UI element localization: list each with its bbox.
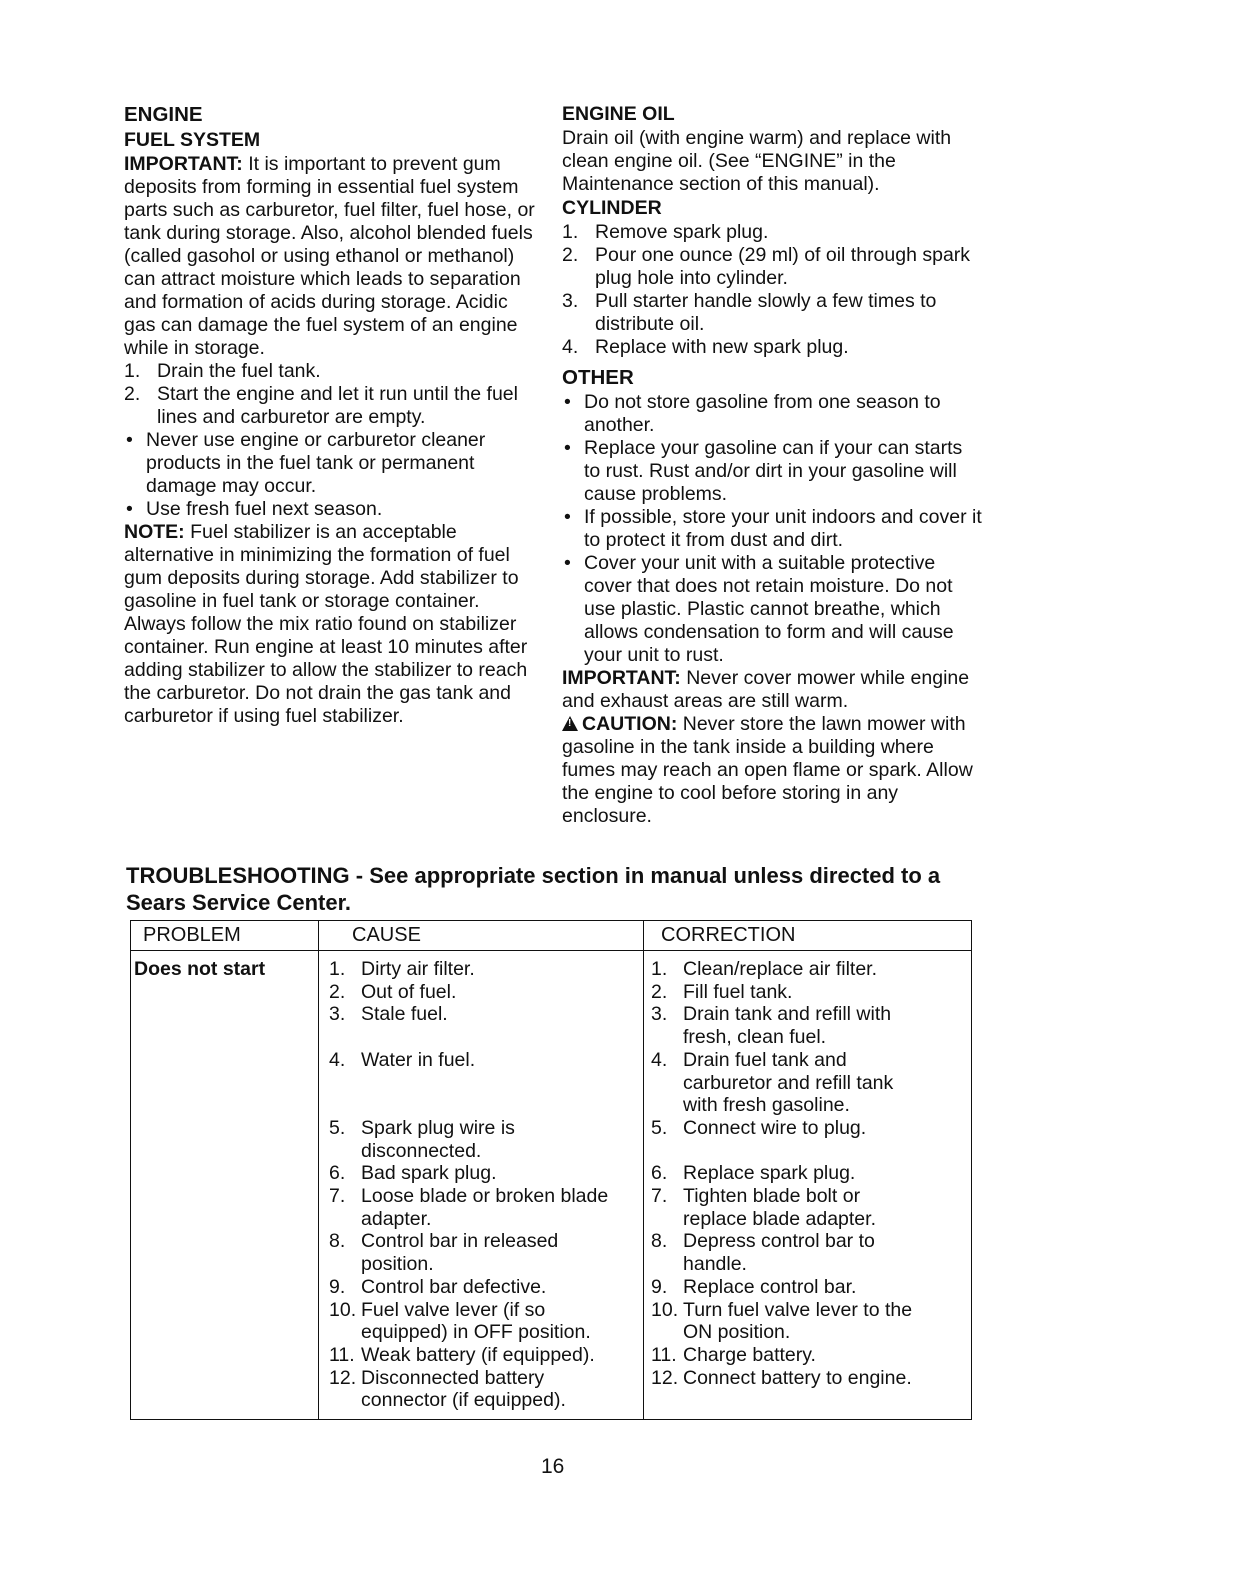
table-row: 7. Loose blade or broken blade adapter. (329, 1185, 609, 1230)
header-divider (131, 950, 971, 951)
table-row: 1. Dirty air filter. (329, 958, 475, 980)
table-row: 4. Drain fuel tank and carburetor and refill tank with fresh gasoline. (651, 1048, 894, 1117)
caution-text: Never store the lawn mower with gasoline in the tank inside a building where fumes may reach an open flame or spark. Allow the engine to cool before storing in any enclosure. (562, 713, 973, 827)
list-item: 3. Pull starter handle slowly a few times to distribute oil. (562, 290, 937, 335)
table-row: 2. Fill fuel tank. (651, 980, 793, 1003)
table-row: 9. Control bar defective. (329, 1275, 547, 1298)
table-row: 2. Out of fuel. (329, 980, 457, 1003)
header-cause: CAUSE (352, 924, 421, 946)
table-row: 3. Stale fuel. (329, 1003, 448, 1026)
table-row: 11. Charge battery. (651, 1343, 816, 1366)
list-item: • Never use engine or carburetor cleaner products in the fuel tank or permanent damage may occur. (126, 429, 486, 497)
engine-oil-text: Drain oil (with engine warm) and replace with clean engine oil. (See “ENGINE” in the Maintenance section of this manual). (562, 127, 952, 195)
table-row: 7. Tighten blade bolt or replace blade adapter. (651, 1185, 876, 1230)
bullet-icon: • (564, 506, 571, 528)
note-text: Fuel stabilizer is an acceptable alternative in minimizing the formation of fuel gum deposits during storage. Add stabilizer to gasoline in fuel tank or storage container. Always follow the mix ratio found on stabilizer container. Run engine at least 10 minutes after adding stabilizer to allow the stabilizer to reach the carburetor. Do not drain the gas tank and carburetor if using fuel stabilizer. (124, 521, 528, 727)
table-row: 10. Fuel valve lever (if so equipped) in OFF position. (329, 1298, 591, 1344)
table-row: 4. Water in fuel. (329, 1048, 476, 1071)
important-label: IMPORTANT: (562, 667, 681, 689)
table-row: 10. Turn fuel valve lever to the ON position. (651, 1298, 913, 1344)
table-row: 12. Connect battery to engine. (651, 1366, 912, 1389)
list-item: 4. Replace with new spark plug. (562, 336, 849, 358)
table-row: 3. Drain tank and refill with fresh, clean fuel. (651, 1003, 892, 1049)
important-label: IMPORTANT: (124, 153, 243, 175)
table-row: 5. Connect wire to plug. (651, 1116, 867, 1139)
bullet-icon: • (564, 437, 571, 459)
bullet-icon: • (126, 429, 133, 451)
correction-column (651, 958, 961, 1389)
bullet-icon: • (564, 391, 571, 413)
warning-triangle-icon (562, 716, 578, 731)
column-divider (643, 921, 644, 1419)
header-problem: PROBLEM (143, 924, 241, 946)
table-row: 8. Control bar in released position. (329, 1230, 559, 1276)
caution-paragraph (562, 713, 982, 828)
list-item: • Use fresh fuel next season. (126, 498, 383, 520)
other-heading: OTHER (562, 366, 634, 389)
bullet-icon: • (564, 552, 571, 574)
list-item: • Replace your gasoline can if your can starts to rust. Rust and/or dirt in your gasoline will cause problems. (564, 437, 963, 505)
important-text: Never cover mower while engine and exhaust areas are still warm. (562, 667, 970, 712)
header-correction: CORRECTION (661, 924, 796, 946)
important-text: It is important to prevent gum deposits from forming in essential fuel system parts such as carburetor, fuel filter, fuel hose, or tank during storage. Also, alcohol blended fuels (called gasohol or using ethanol or methanol) can attract moisture which leads to separation and formation of acids during storage. Acidic gas can damage the fuel system of an engine while in storage. (124, 153, 535, 359)
cylinder-heading: CYLINDER (562, 197, 662, 219)
fuel-system-heading: FUEL SYSTEM (124, 129, 261, 151)
bullet-icon: • (126, 498, 133, 520)
table-row: 5. Spark plug wire is disconnected. (329, 1116, 515, 1162)
engine-heading: ENGINE (124, 103, 203, 126)
note-label: NOTE: (124, 521, 185, 543)
caution-label: CAUTION: (582, 713, 678, 735)
engine-oil-heading: ENGINE OIL (562, 103, 675, 125)
list-item: • If possible, store your unit indoors and cover it to protect it from dust and dirt. (564, 506, 982, 551)
table-row: 9. Replace control bar. (651, 1275, 857, 1298)
column-divider (318, 921, 319, 1419)
table-row: 6. Replace spark plug. (651, 1162, 856, 1185)
table-row: 8. Depress control bar to handle. (651, 1230, 875, 1276)
page-number: 16 (541, 1455, 565, 1478)
table-row: 12. Disconnected battery connector (if equipped). (329, 1366, 566, 1412)
left-column (124, 102, 544, 728)
problem-cell: Does not start (134, 958, 266, 980)
right-column (562, 102, 982, 828)
list-item: 1. Remove spark plug. (562, 221, 769, 243)
table-row: 6. Bad spark plug. (329, 1162, 497, 1185)
table-row: 1. Clean/replace air filter. (651, 958, 878, 980)
list-item: 2. Start the engine and let it run until the fuel lines and carburetor are empty. (124, 383, 518, 428)
list-item: • Do not store gasoline from one season to another. (564, 391, 941, 436)
list-item: • Cover your unit with a suitable protective cover that does not retain moisture. Do not use plastic. Plastic cannot breathe, which allows condensation to form and will cause your unit to rust. (564, 552, 954, 666)
troubleshooting-title: TROUBLESHOOTING - See appropriate section in manual unless directed to a Sears Service Center. (126, 863, 941, 915)
cause-column (329, 958, 635, 1412)
note-paragraph (124, 521, 544, 728)
table-row: 11. Weak battery (if equipped). (329, 1343, 595, 1366)
list-item: 2. Pour one ounce (29 ml) of oil through spark plug hole into cylinder. (562, 244, 971, 289)
important-paragraph (562, 667, 982, 713)
important-paragraph (124, 153, 544, 360)
troubleshooting-table (130, 920, 972, 1420)
list-item: 1. Drain the fuel tank. (124, 360, 321, 382)
